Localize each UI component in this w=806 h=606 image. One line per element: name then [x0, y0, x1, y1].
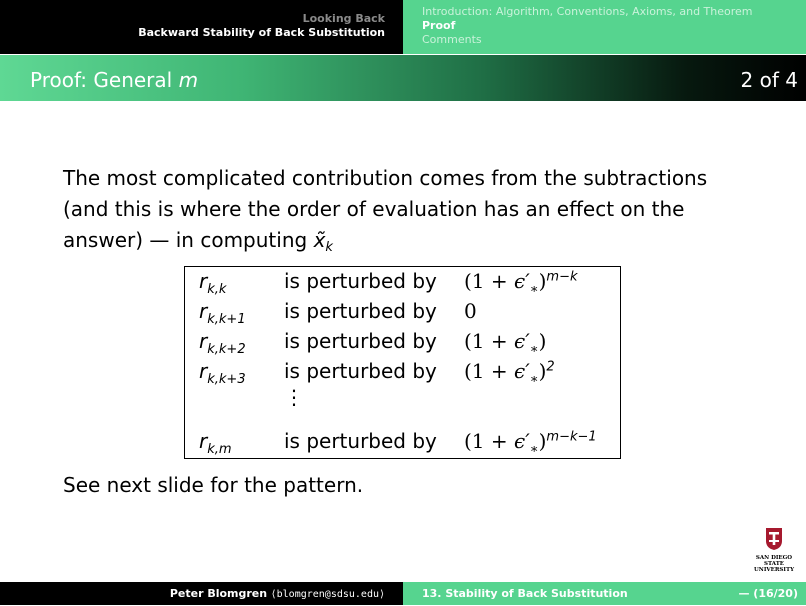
row-power: m−k [546, 269, 578, 285]
row-symbol [199, 269, 226, 297]
row-close-paren: ) [538, 359, 547, 383]
row-star: ∗ [529, 342, 539, 357]
sdsu-shield-icon [764, 527, 784, 551]
row-close-paren: ) [538, 329, 547, 353]
row-symbol-letter: r [199, 329, 208, 353]
row-symbol-letter: r [199, 429, 208, 453]
row-symbol-subscript: k,k+3 [207, 372, 246, 387]
subsection-link-comments[interactable]: Comments [422, 33, 482, 46]
intro-variable: x̃ [313, 228, 326, 252]
row-phrase: is perturbed by [284, 299, 437, 323]
row-symbol [199, 359, 246, 387]
row-symbol-letter: r [199, 359, 208, 383]
footer-bar [0, 582, 806, 605]
intro-paragraph [63, 163, 763, 263]
row-expr-text: (1 + [464, 329, 514, 353]
row-expression [464, 269, 578, 297]
university-logo [746, 527, 802, 573]
intro-line-3 [63, 225, 763, 263]
footer-slide-number: — (16/20) [738, 587, 798, 600]
row-close-paren: ) [538, 429, 547, 453]
frame-title-text: Proof: General [30, 68, 179, 92]
footer-email: ⟨blomgren@sdsu.edu⟩ [270, 589, 385, 600]
frame-title-variable: m [178, 68, 199, 92]
footer-lecture-block [403, 582, 806, 605]
footer-author-block [0, 582, 403, 605]
row-epsilon: ϵ′ [514, 269, 530, 293]
intro-variable-subscript: k [325, 240, 333, 255]
intro-line-3-text: answer) — in computing [63, 228, 314, 252]
logo-text-line1: SAN DIEGO STATE [755, 555, 793, 567]
row-symbol-letter: r [199, 299, 208, 323]
row-star: ∗ [529, 282, 539, 297]
row-phrase: is perturbed by [284, 269, 437, 293]
row-symbol-subscript: k,k+2 [207, 342, 246, 357]
intro-line-1: The most complicated contribution comes from the subtractions [63, 166, 708, 190]
subsection-link-introduction[interactable]: Introduction: Algorithm, Conventions, Axioms, and Theorem [422, 5, 753, 18]
intro-line-2: (and this is where the order of evaluation has an effect on the [63, 197, 685, 221]
frame-title-bar [0, 55, 806, 101]
frame-title [30, 68, 198, 92]
row-star: ∗ [529, 372, 539, 387]
row-symbol [199, 329, 246, 357]
row-close-paren: ) [538, 269, 547, 293]
row-phrase: is perturbed by [284, 429, 437, 453]
row-phrase: is perturbed by [284, 329, 437, 353]
row-epsilon: ϵ′ [514, 329, 530, 353]
row-epsilon: ϵ′ [514, 359, 530, 383]
top-navigation [0, 0, 806, 54]
row-symbol-subscript: k,k [207, 282, 227, 297]
row-expr-text: (1 + [464, 429, 514, 453]
footer-author: Peter Blomgren [169, 587, 268, 600]
row-symbol [199, 299, 246, 327]
row-power: m−k−1 [546, 429, 597, 445]
section-nav [0, 0, 403, 54]
row-expression [464, 429, 597, 457]
row-expr-text: (1 + [464, 269, 514, 293]
table-row [185, 359, 620, 389]
table-row [185, 299, 620, 329]
row-expression [464, 329, 546, 357]
row-symbol [199, 429, 232, 457]
logo-text-line2: UNIVERSITY [754, 567, 794, 573]
row-expr-text: 0 [464, 299, 477, 323]
row-symbol-subscript: k,m [207, 442, 232, 457]
row-power: 2 [546, 359, 555, 375]
row-symbol-subscript: k,k+1 [207, 312, 246, 327]
frame-page-indicator: 2 of 4 [740, 68, 798, 92]
row-expression [464, 299, 477, 323]
row-epsilon: ϵ′ [514, 429, 530, 453]
vertical-ellipsis: ⋮ [284, 385, 304, 409]
row-symbol-letter: r [199, 269, 208, 293]
row-expr-text: (1 + [464, 359, 514, 383]
table-row [185, 269, 620, 299]
table-row [185, 429, 620, 459]
section-link-looking-back[interactable]: Looking Back [302, 12, 385, 25]
section-link-backward-stability[interactable]: Backward Stability of Back Substitution [138, 26, 385, 39]
row-phrase: is perturbed by [284, 359, 437, 383]
table-row [185, 329, 620, 359]
footer-lecture-title: 13. Stability of Back Substitution [422, 587, 628, 600]
row-expression [464, 359, 555, 387]
outro-text: See next slide for the pattern. [63, 473, 364, 497]
row-star: ∗ [529, 442, 539, 457]
subsection-nav [403, 0, 806, 54]
subsection-link-proof[interactable]: Proof [422, 19, 456, 32]
perturbation-table [184, 266, 621, 459]
